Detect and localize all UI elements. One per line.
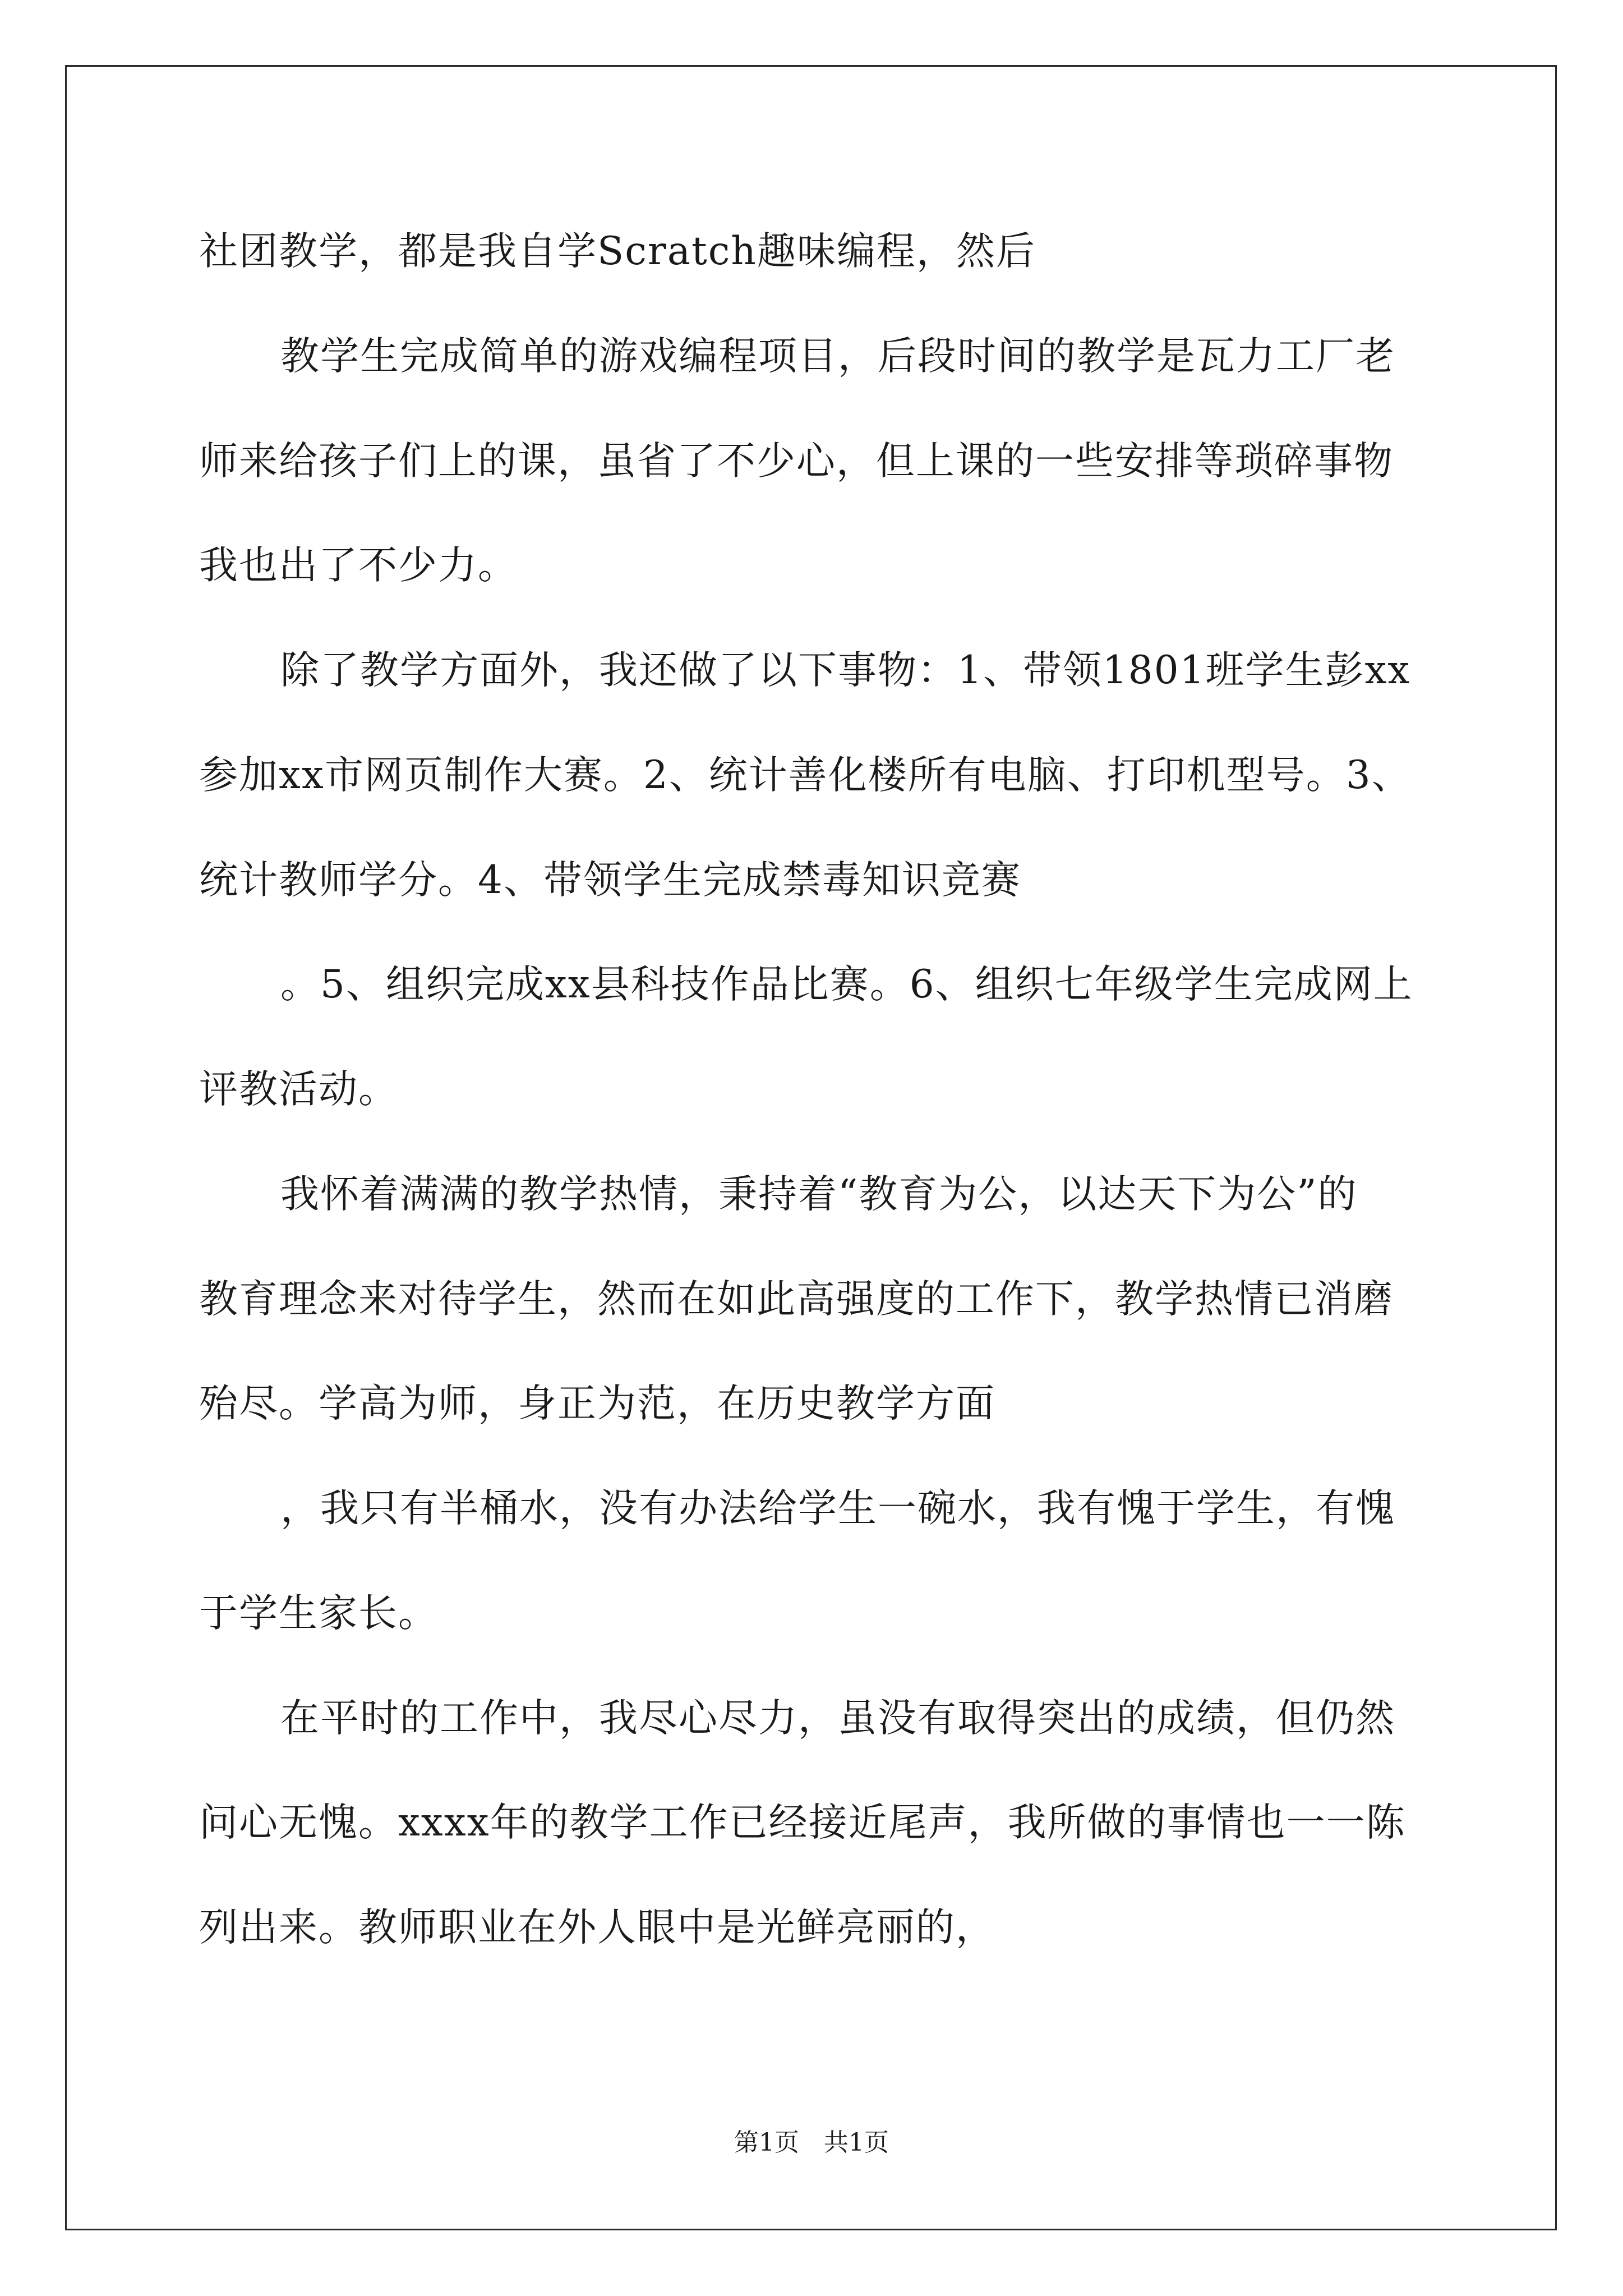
text-line-11: 教育理念来对待学生，然而在如此高强度的工作下，教学热情已消磨 — [199, 1277, 1394, 1322]
text-line-3: 师来给孩子们上的课，虽省了不少心，但上课的一些安排等琐碎事物 — [199, 439, 1394, 484]
text-line-10: 我怀着满满的教学热情，秉持着“教育为公，以达天下为公”的 — [280, 1172, 1358, 1217]
text-line-8: 。5、组织完成xx县科技作品比赛。6、组织七年级学生完成网上 — [280, 962, 1413, 1007]
text-line-9: 评教活动。 — [199, 1067, 398, 1112]
page-number-footer: 第1页 共1页 — [734, 2128, 889, 2157]
text-line-15: 在平时的工作中，我尽心尽力，虽没有取得突出的成绩，但仍然 — [280, 1696, 1395, 1741]
text-line-12: 殆尽。学高为师，身正为范，在历史教学方面 — [199, 1381, 995, 1426]
text-line-4: 我也出了不少力。 — [199, 543, 518, 588]
text-line-16: 问心无愧。xxxx年的教学工作已经接近尾声，我所做的事情也一一陈 — [199, 1800, 1406, 1845]
text-line-13: ，我只有半桶水，没有办法给学生一碗水，我有愧于学生，有愧 — [280, 1486, 1395, 1531]
text-line-7: 统计教师学分。4、带领学生完成禁毒知识竞赛 — [199, 858, 1021, 903]
text-line-6: 参加xx市网页制作大赛。2、统计善化楼所有电脑、打印机型号。3、 — [199, 753, 1412, 798]
text-line-17: 列出来。教师职业在外人眼中是光鲜亮丽的， — [199, 1905, 995, 1950]
text-line-2: 教学生完成简单的游戏编程项目，后段时间的教学是瓦力工厂老 — [280, 334, 1395, 379]
text-line-5: 除了教学方面外，我还做了以下事物：1、带领1801班学生彭xx — [280, 648, 1411, 693]
text-line-14: 于学生家长。 — [199, 1591, 438, 1636]
text-line-1: 社团教学，都是我自学Scratch趣味编程，然后 — [199, 229, 1036, 274]
